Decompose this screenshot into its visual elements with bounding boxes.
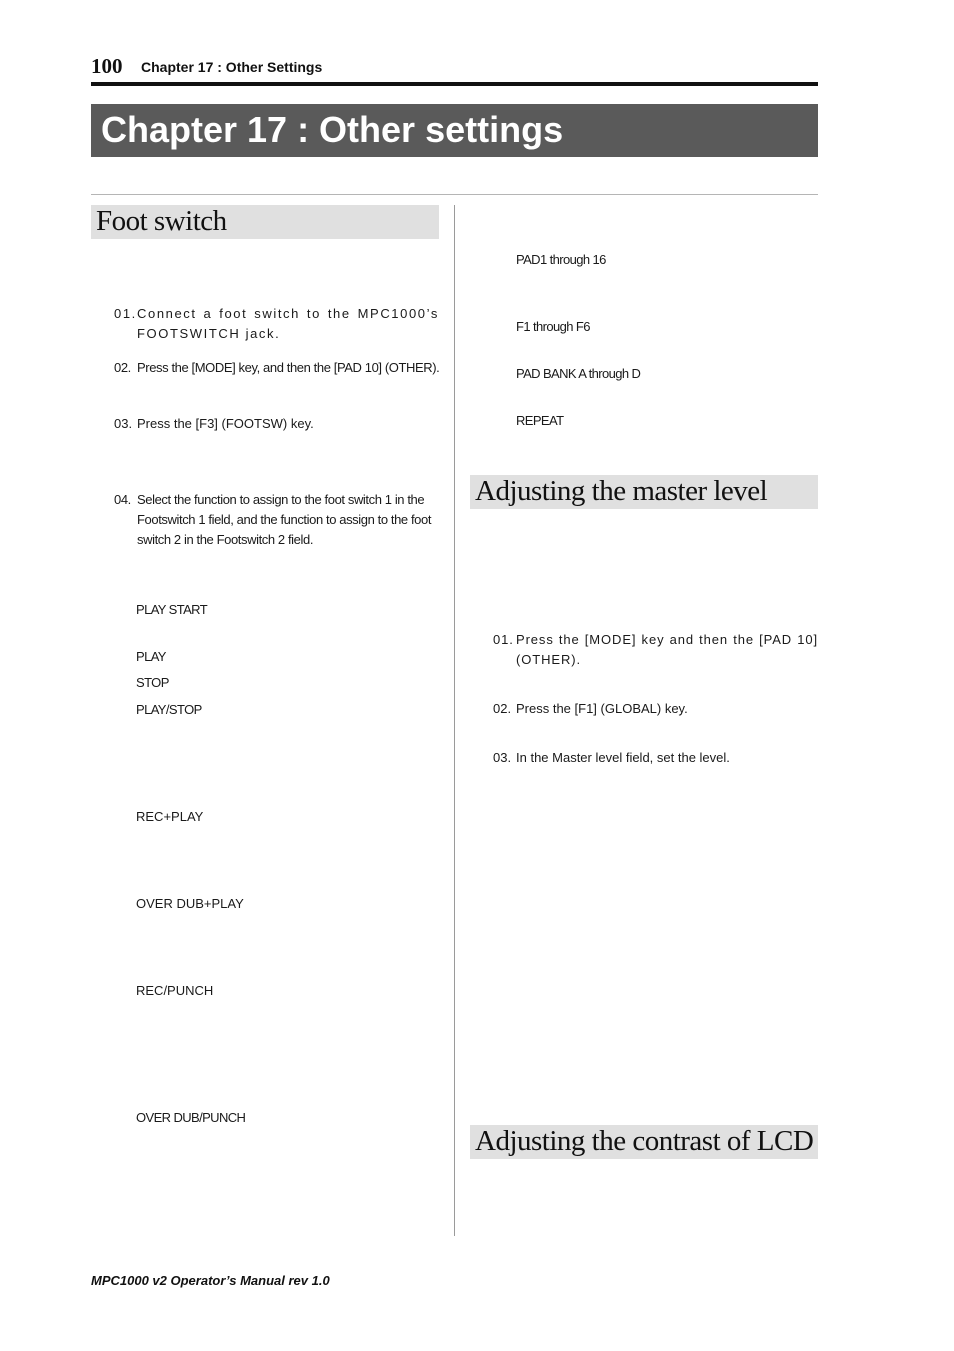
column-divider <box>454 205 455 1236</box>
option-over-dub-play: OVER DUB+PLAY <box>136 896 244 911</box>
master-level-heading-text: Adjusting the master level <box>475 475 768 507</box>
header-rule <box>91 82 818 86</box>
running-title: Chapter 17 : Other Settings <box>141 59 323 75</box>
option-play-start: PLAY START <box>136 602 208 617</box>
step-text: Press the [F1] (GLOBAL) key. <box>516 701 688 716</box>
foot-switch-step-3 <box>114 414 439 434</box>
step-text: Press the [MODE] key and then the [PAD 10] (OTHER). <box>516 632 818 667</box>
foot-switch-step-2 <box>114 358 444 378</box>
option-rec-play: REC+PLAY <box>136 809 204 824</box>
master-level-step-3 <box>493 748 818 768</box>
step-text: Select the function to assign to the foot switch 1 in the Footswitch 1 field, and the function to assign to the foot switch 2 in the Footswitch 2 field. <box>137 492 432 547</box>
option-rec-punch: REC/PUNCH <box>136 983 214 998</box>
lcd-contrast-heading-text: Adjusting the contrast of LCD <box>475 1125 814 1157</box>
master-level-step-2 <box>493 699 818 719</box>
step-text: Connect a foot switch to the MPC1000’s FOOTSWITCH jack. <box>137 306 439 341</box>
option-function-keys: F1 through F6 <box>516 319 590 334</box>
step-text: Press the [MODE] key, and then the [PAD 10] (OTHER). <box>137 360 440 375</box>
foot-switch-step-1 <box>114 304 439 344</box>
master-level-heading <box>470 475 818 509</box>
footer-manual-title: MPC1000 v2 Operator’s Manual rev 1.0 <box>91 1273 330 1288</box>
foot-switch-step-4 <box>114 490 439 550</box>
step-number: 03. <box>114 416 133 431</box>
option-play-stop: PLAY/STOP <box>136 702 202 717</box>
step-text: Press the [F3] (FOOTSW) key. <box>137 416 314 431</box>
step-number: 01. <box>493 632 514 647</box>
foot-switch-heading <box>91 205 439 239</box>
chapter-title: Chapter 17 : Other settings <box>101 109 564 150</box>
section-divider-rule <box>91 194 818 195</box>
option-pad-bank: PAD BANK A through D <box>516 366 641 381</box>
option-stop: STOP <box>136 675 169 690</box>
step-text: In the Master level field, set the level. <box>516 750 730 765</box>
step-number: 04. <box>114 492 131 507</box>
option-pad-range: PAD1 through 16 <box>516 252 606 267</box>
page-number: 100 <box>91 54 123 78</box>
step-number: 02. <box>114 360 131 375</box>
chapter-banner <box>91 104 818 157</box>
step-number: 01. <box>114 306 137 321</box>
step-number: 02. <box>493 701 512 716</box>
lcd-contrast-heading <box>470 1125 818 1159</box>
option-play: PLAY <box>136 649 166 664</box>
foot-switch-heading-text: Foot switch <box>96 205 227 237</box>
step-number: 03. <box>493 750 512 765</box>
option-repeat: REPEAT <box>516 413 564 428</box>
master-level-step-1 <box>493 630 818 670</box>
option-over-dub-punch: OVER DUB/PUNCH <box>136 1110 246 1125</box>
